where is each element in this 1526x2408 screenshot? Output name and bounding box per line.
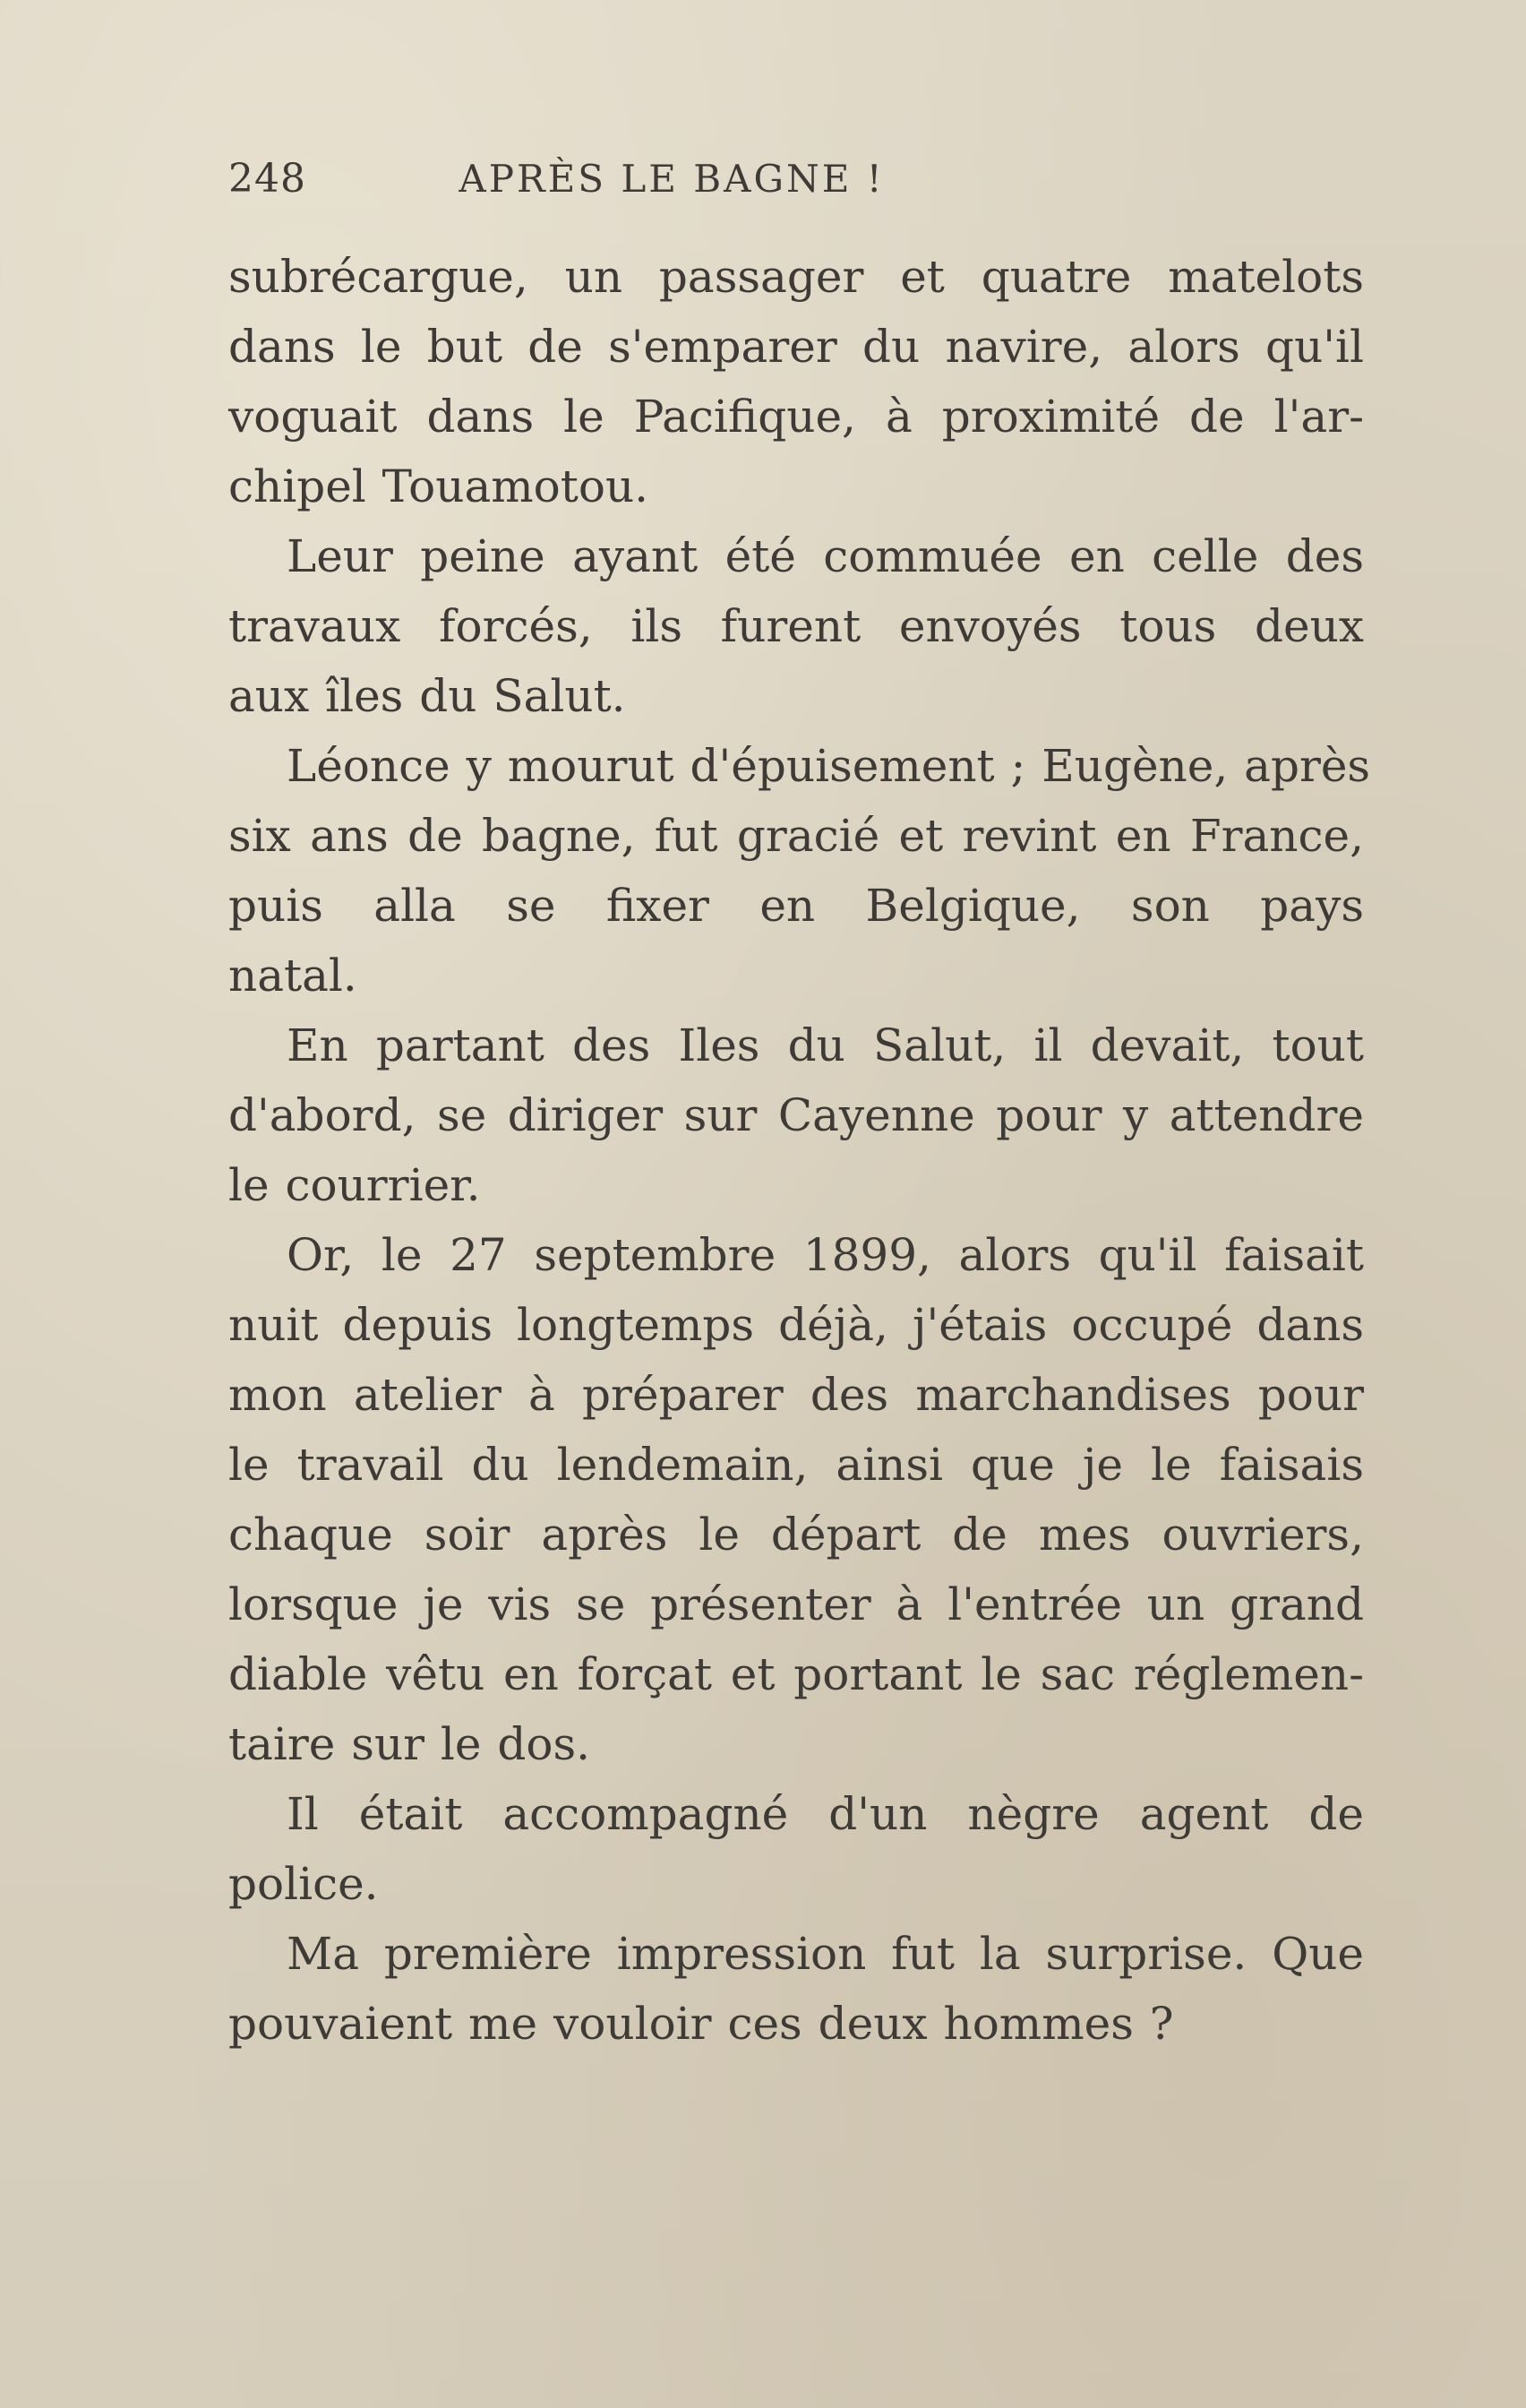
text-line: d'abord, se diriger sur Cayenne pour y attendre	[228, 1089, 1364, 1141]
text-line: chaque soir après le départ de mes ouvriers,	[228, 1509, 1364, 1561]
running-title: APRÈS LE BAGNE !	[459, 157, 885, 201]
text-line: police.	[228, 1858, 379, 1910]
text-line: Léonce y mourut d'épuisement ; Eugène, après	[287, 740, 1371, 792]
body-text	[228, 242, 1371, 2059]
text-line: natal.	[228, 950, 357, 1002]
text-line: aux îles du Salut.	[228, 670, 626, 722]
text-line: lorsque je vis se présenter à l'entrée un grand	[228, 1578, 1364, 1630]
text-line: pouvaient me vouloir ces deux hommes ?	[228, 1998, 1174, 2050]
text-line: travaux forcés, ils furent envoyés tous deux	[228, 600, 1364, 652]
text-line: subrécargue, un passager et quatre matelots	[228, 251, 1364, 303]
text-line: nuit depuis longtemps déjà, j'étais occupé dans	[228, 1299, 1364, 1351]
page-header	[228, 152, 1007, 206]
text-line: Il était accompagné d'un nègre agent de	[287, 1788, 1364, 1840]
text-line: taire sur le dos.	[228, 1718, 591, 1770]
text-line: diable vêtu en forçat et portant le sac réglemen-	[228, 1648, 1364, 1700]
text-line: Leur peine ayant été commuée en celle des	[287, 530, 1364, 582]
text-line: le travail du lendemain, ainsi que je le faisais	[228, 1439, 1364, 1491]
page-number: 248	[228, 156, 306, 202]
text-line: chipel Touamotou.	[228, 460, 649, 512]
text-line: dans le but de s'emparer du navire, alors qu'il	[228, 321, 1364, 373]
text-line: six ans de bagne, fut gracié et revint en France,	[228, 810, 1364, 862]
text-line: mon atelier à préparer des marchandises pour	[228, 1369, 1364, 1421]
text-line: puis alla se fixer en Belgique, son pays	[228, 880, 1364, 932]
text-line: Ma première impression fut la surprise. Que	[287, 1928, 1364, 1980]
text-line: le courrier.	[228, 1159, 481, 1211]
text-line: voguait dans le Pacifique, à proximité de l'ar-	[228, 391, 1364, 443]
text-line: Or, le 27 septembre 1899, alors qu'il faisait	[287, 1229, 1364, 1281]
text-line: En partant des Iles du Salut, il devait, tout	[287, 1019, 1364, 1071]
